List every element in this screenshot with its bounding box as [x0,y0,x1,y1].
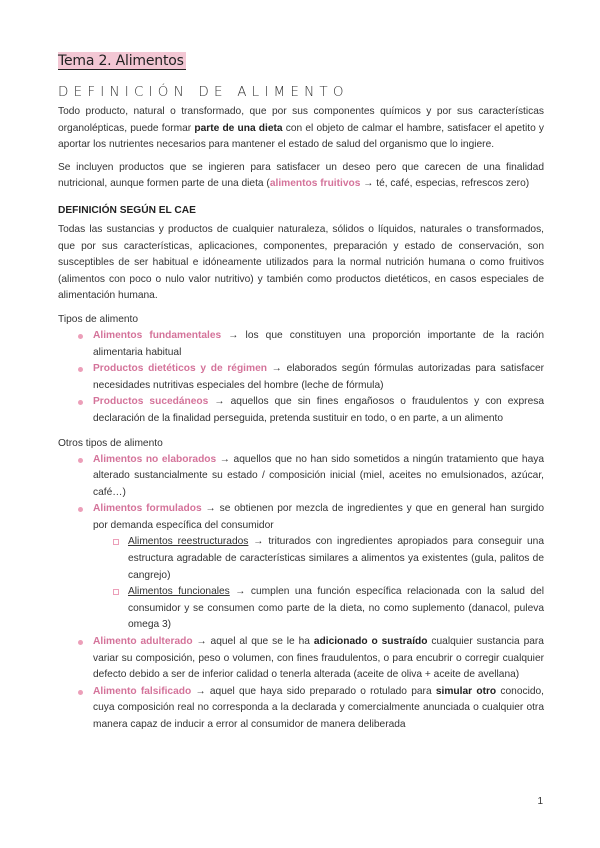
topic-title: Tema 2. Alimentos [58,53,184,69]
document-page [58,48,544,734]
list-term: Alimento falsificado [93,685,192,697]
fruitivos-term: alimentos fruitivos [269,178,361,190]
list-desc: → aquellos que no han sido sometidos a ningún tratamiento que haya alterado sustancialmente su estado / composición inicial (miel, aceites no emulsionados, azúcar, café…) [93,453,545,498]
list-desc: → aquellos que sin fines engañosos o fraudulentos y con expresa declaración de la finalidad perseguida, pretenda sustituir en todo, o en parte, a un alimento [93,396,544,424]
spacer [58,428,544,436]
otros-list [58,452,544,734]
list-desc: → aquel que haya sido preparado o rotulado para [191,685,436,697]
list-term: Alimentos no elaborados [93,453,217,465]
list-term: Alimentos fundamentales [93,329,222,341]
list-desc: → elaborados según fórmulas autorizadas para satisfacer necesidades nutritivas especiales del hombre (leche de fórmula) [93,363,545,391]
sublist-item [113,584,544,634]
list-bold: adicionado o sustraído [313,636,428,648]
cae-paragraph: Todas las sustancias y productos de cualquier naturaleza, sólidos o líquidos, naturales o transformados, que por sus características, aplicaciones, componentes, preparación y estado de conservación, son susceptibles de ser habitual e idóneamente utilizados para la normal nutrición humana o como fruitivos (alimentos con poco o nulo valor nutritivo) y también como productos dietéticos, en casos especiales de alimentación humana. [58,223,544,302]
section-heading: DEFINICIÓN DE ALIMENTO [58,84,349,100]
list-item [78,328,544,361]
intro-paragraph-2 [58,160,544,193]
sublist-item [113,534,544,584]
intro2-text-end: → té, café, especias, refrescos zero) [360,178,530,190]
intro-paragraph-1 [58,104,544,154]
sublist-desc: → triturados con ingredientes apropiados para conseguir una estructura agradable de características similares a alimentos ya existentes (gula, palitos de cangrejo) [128,536,544,581]
list-item [78,501,544,634]
list-desc: → aquel al que se le ha [192,636,314,648]
list-bold: simular otro [435,685,497,697]
list-desc-end: cualquier sustancia para variar su composición, peso o volumen, con fines fraudulentos, o para encubrir o corregir cualquier defecto debido a ser de inferior calidad o tenerla alterada (aceite de oliva + aceite de avellana) [93,636,544,681]
tipos-list [58,328,544,428]
list-item [78,634,544,684]
intro-text-end: con el objeto de calmar el hambre, satisfacer el apetito y aportar los nutrientes necesarios para mantener el estado de salud del organismo que lo ingiere. [58,122,544,151]
list-term: Alimento adulterado [93,636,193,648]
list-desc-end: conocido, cuya composición real no corresponda a la declarada y comercialmente anunciada o cualquier otra manera capaz de inducir a error al consumidor de manera deliberada [93,685,545,730]
list-desc: → se obtienen por mezcla de ingredientes y que en general han surgido por demanda específica del consumidor [93,503,545,531]
list-term: Productos dietéticos y de régimen [93,363,267,375]
otros-label: Otros tipos de alimento [58,437,163,449]
intro2-text: Se incluyen productos que se ingieren para satisfacer un deseo pero que carecen de una finalidad nutricional, aunque formen parte de una dieta ( [58,161,544,190]
list-desc: → los que constituyen una proporción importante de la ración alimentaria habitual [93,329,544,358]
page-number: 1 [537,796,543,807]
sublist-term: Alimentos reestructurados [128,536,249,548]
list-item [78,452,544,502]
formulados-sublist [93,534,544,634]
cae-heading: DEFINICIÓN SEGÚN EL CAE [58,204,196,216]
sublist-term: Alimentos funcionales [128,586,230,598]
list-item [78,361,544,394]
list-item [78,394,544,427]
tipos-label: Tipos de alimento [58,313,139,325]
intro-bold: parte de una dieta [194,122,283,134]
sublist-desc: → cumplen una función específica relacionada con la salud del consumidor y se consumen como parte de la dieta, no como suplemento (danacol, puleva omega 3) [128,586,544,631]
intro-text: Todo producto, natural o transformado, que por sus componentes químicos y por sus características organolépticas, puede formar [58,106,544,134]
list-term: Productos sucedáneos [93,396,209,408]
list-term: Alimentos formulados [93,503,202,515]
list-item [78,684,544,734]
